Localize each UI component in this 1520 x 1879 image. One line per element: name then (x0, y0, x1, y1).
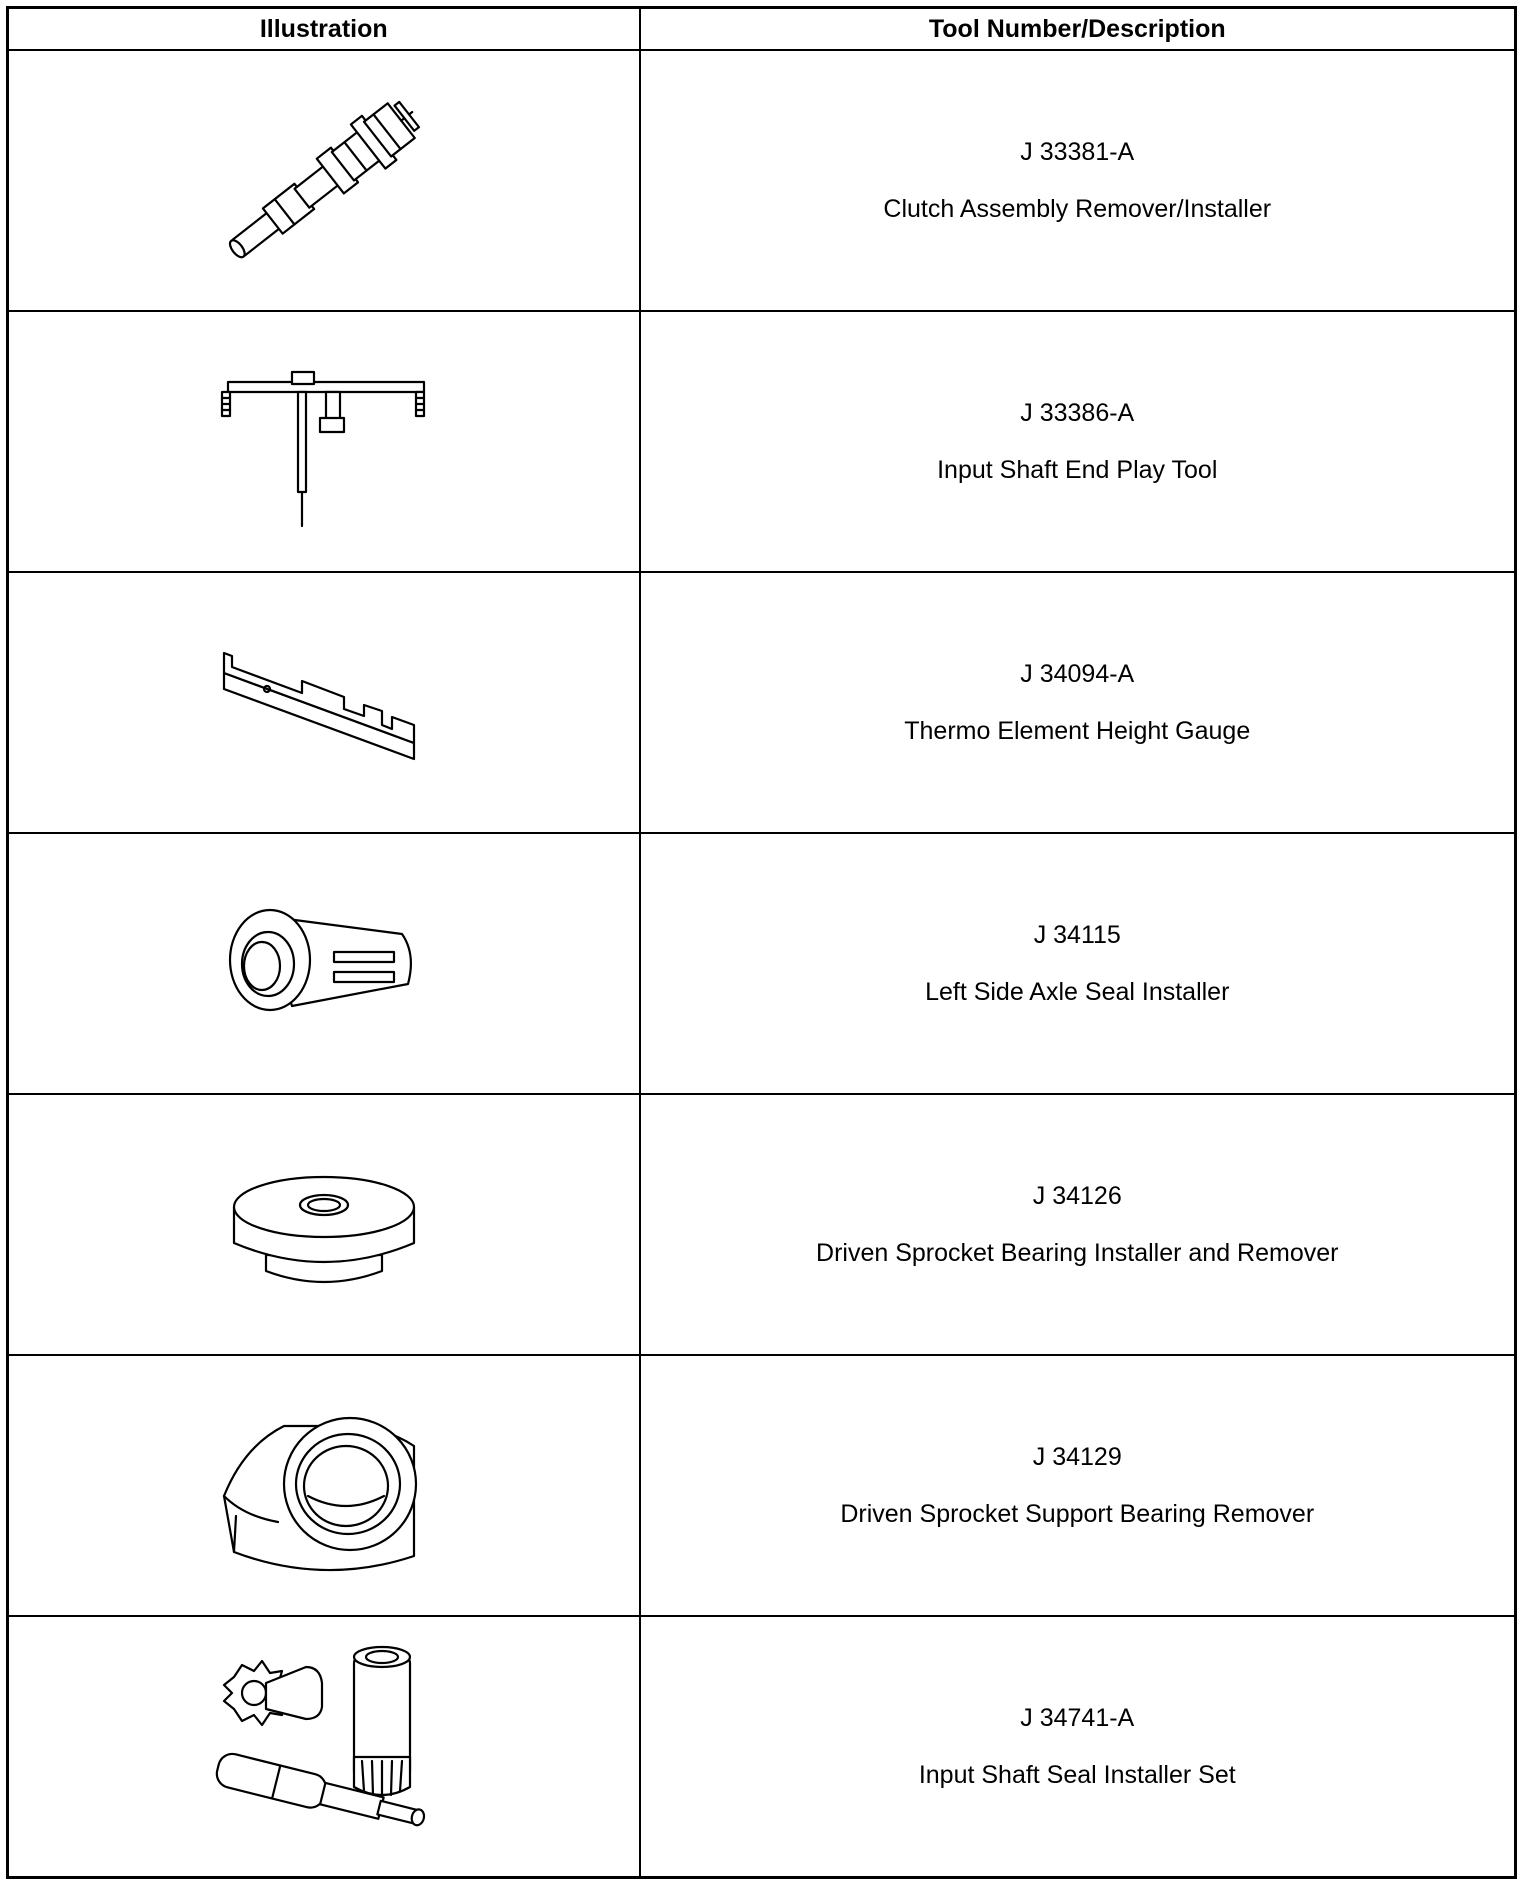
header-row (8, 8, 1516, 51)
tools-table (6, 6, 1517, 1879)
illustration-cell (8, 311, 640, 572)
header-illustration: Illustration (8, 8, 640, 51)
table-row (8, 50, 1516, 311)
illustration-cell (8, 833, 640, 1094)
clutch-assembly-remover-installer-icon (204, 81, 444, 281)
axle-seal-installer-icon (204, 864, 444, 1064)
header-tool-number-description: Tool Number/Description (640, 8, 1516, 51)
tool-number: J 34129 (1032, 1442, 1122, 1471)
tool-description: Driven Sprocket Bearing Installer and Remover (816, 1238, 1339, 1267)
tool-description: Thermo Element Height Gauge (904, 716, 1251, 745)
table-row (8, 1355, 1516, 1616)
illustration-cell (8, 50, 640, 311)
description-cell (640, 572, 1516, 833)
tool-description: Clutch Assembly Remover/Installer (883, 194, 1272, 223)
illustration-cell (8, 1616, 640, 1878)
table-row (8, 311, 1516, 572)
tool-number: J 34741-A (1020, 1703, 1135, 1732)
tool-number: J 33386-A (1020, 398, 1135, 427)
table-row (8, 833, 1516, 1094)
tool-number: J 34094-A (1020, 659, 1135, 688)
table-row (8, 1094, 1516, 1355)
description-cell (640, 1616, 1516, 1878)
table-row (8, 1616, 1516, 1878)
description-cell (640, 311, 1516, 572)
table-row (8, 572, 1516, 833)
illustration-cell (8, 1355, 640, 1616)
description-cell (640, 1094, 1516, 1355)
height-gauge-icon (204, 603, 444, 803)
illustration-cell (8, 1094, 640, 1355)
tool-number: J 34126 (1032, 1181, 1122, 1210)
seal-installer-set-icon (204, 1637, 444, 1857)
tool-description: Input Shaft Seal Installer Set (918, 1760, 1236, 1789)
description-cell (640, 50, 1516, 311)
tool-number: J 33381-A (1020, 137, 1135, 166)
description-cell (640, 1355, 1516, 1616)
tool-description: Driven Sprocket Support Bearing Remover (840, 1499, 1315, 1528)
illustration-cell (8, 572, 640, 833)
end-play-tool-icon (204, 342, 444, 542)
bearing-installer-icon (204, 1125, 444, 1325)
support-bearing-remover-icon (204, 1386, 444, 1586)
tool-description: Left Side Axle Seal Installer (925, 977, 1230, 1006)
tool-description: Input Shaft End Play Tool (937, 455, 1218, 484)
description-cell (640, 833, 1516, 1094)
tool-number: J 34115 (1033, 920, 1121, 949)
